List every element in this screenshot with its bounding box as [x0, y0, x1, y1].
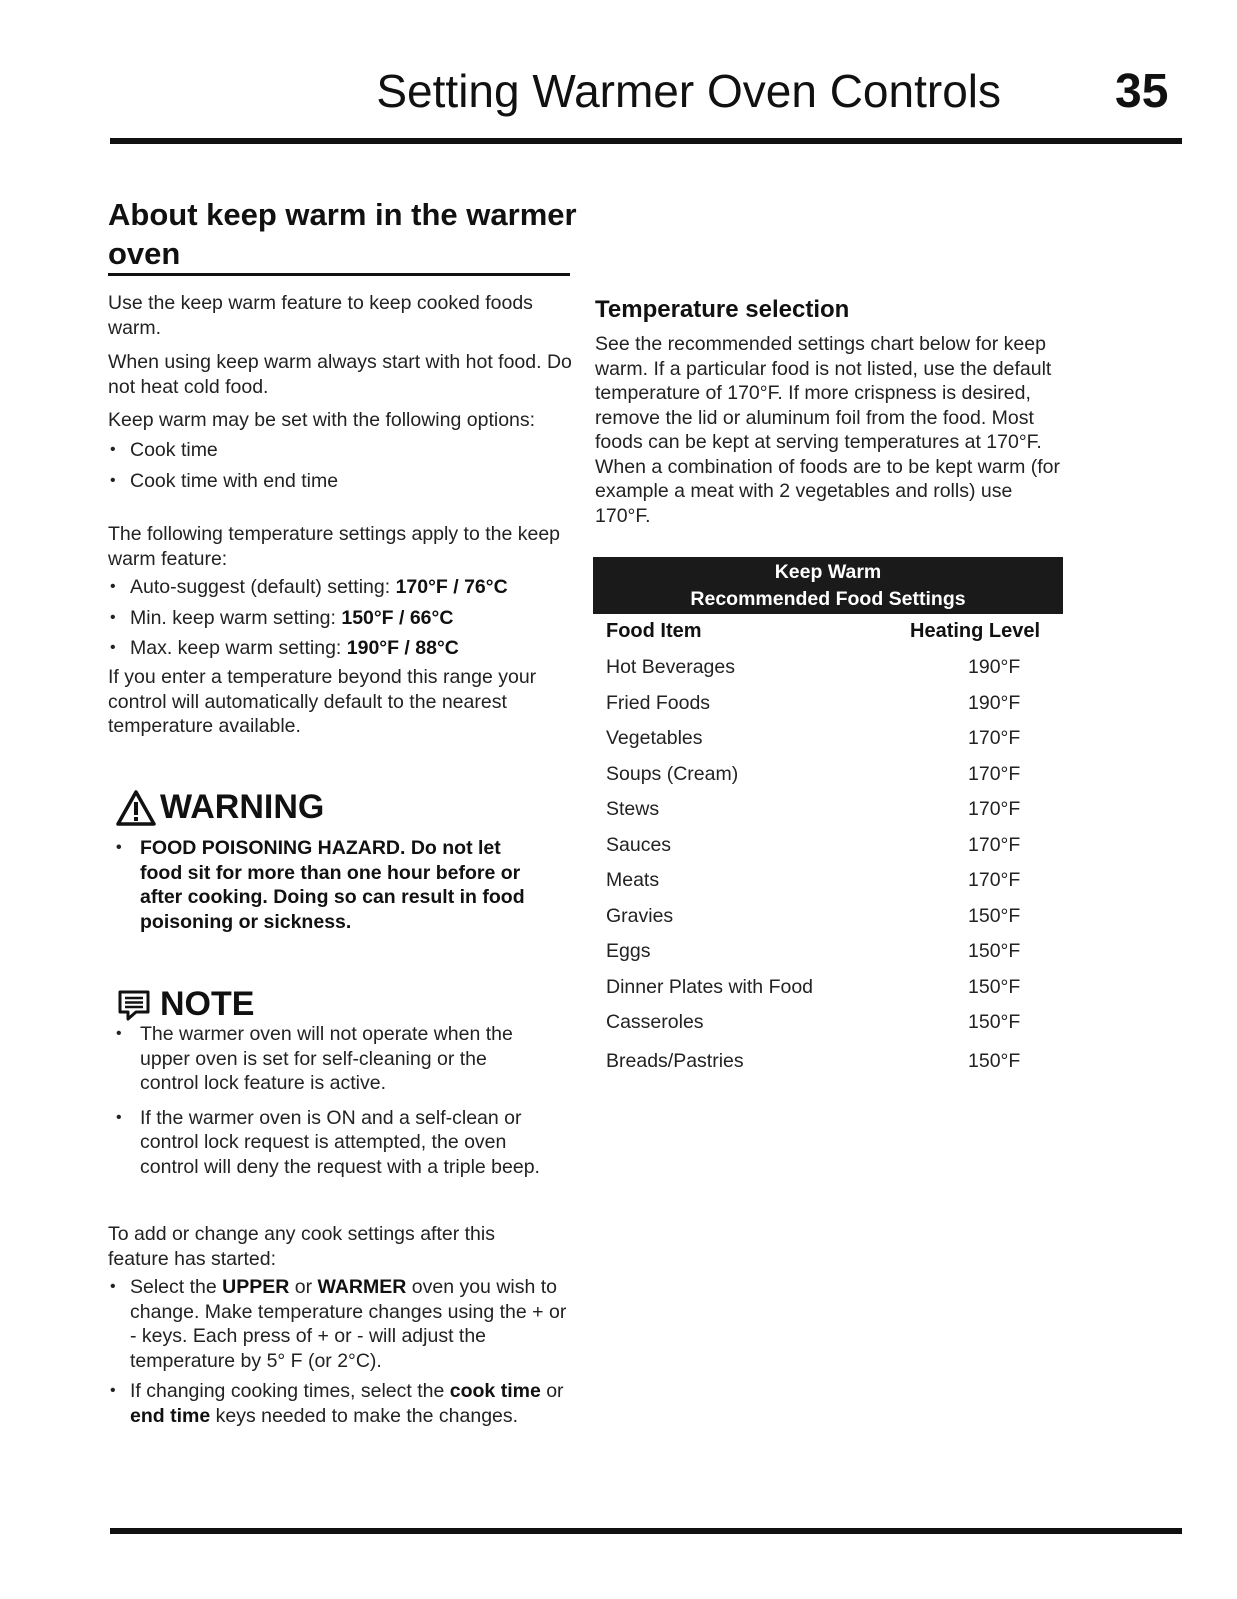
- warning-item: • FOOD POISONING HAZARD. Do not let food sit for more than one hour before or after cooking. Doing so can result in food poisoning or sickness.: [108, 836, 548, 934]
- header-rule: [110, 138, 1182, 144]
- change-list: [108, 1275, 578, 1428]
- table-row: [606, 905, 1046, 941]
- heating-level: 170°F: [968, 727, 1021, 749]
- note-list: [108, 1022, 548, 1179]
- item-text: or: [540, 1380, 564, 1402]
- heating-level: 170°F: [968, 798, 1021, 820]
- column-header-food: Food Item: [606, 620, 702, 642]
- list-item: [108, 575, 578, 600]
- food-item: Dinner Plates with Food: [606, 976, 814, 998]
- item-text: oven you wish to change. Make temperature changes using the + or - keys. Each press of + or - will adjust the temperature by 5° F (or 2°C).: [130, 1276, 567, 1372]
- item-text: If changing cooking times, select the: [130, 1380, 450, 1402]
- table-row: [606, 834, 1046, 870]
- table-row: [606, 1011, 1046, 1047]
- section-rule: [108, 273, 570, 276]
- list-item: • Cook time: [108, 438, 578, 463]
- table-row: [606, 727, 1046, 763]
- item-text: Select the: [130, 1276, 223, 1298]
- list-item: [108, 1275, 578, 1373]
- setting-label: Auto-suggest (default) setting:: [130, 576, 396, 598]
- paragraph: The following temperature settings apply to the keep warm feature:: [108, 523, 561, 570]
- paragraph: If you enter a temperature beyond this range your control will automatically default to the nearest temperature available.: [108, 666, 537, 737]
- food-item: Breads/Pastries: [606, 1050, 744, 1072]
- warning-triangle-icon: [116, 790, 156, 826]
- list-item: • Cook time with end time: [108, 469, 578, 494]
- table-row: [606, 656, 1046, 692]
- page-number: 35: [1115, 65, 1169, 118]
- key-name: cook time: [449, 1380, 541, 1402]
- setting-value: 150°F / 66°C: [341, 606, 454, 629]
- heating-level: 150°F: [968, 1011, 1021, 1033]
- food-item: Fried Foods: [606, 692, 711, 714]
- table-row: [606, 976, 1046, 1012]
- note-icon: [116, 988, 152, 1022]
- food-item: Hot Beverages: [606, 656, 735, 678]
- subsection-heading: Temperature selection: [595, 296, 850, 323]
- heating-level: 190°F: [968, 656, 1021, 678]
- heating-level: 150°F: [968, 940, 1021, 962]
- table-row: [606, 763, 1046, 799]
- food-item: Sauces: [606, 834, 672, 856]
- food-item: Gravies: [606, 905, 674, 927]
- page-title: Setting Warmer Oven Controls: [376, 65, 1001, 117]
- warning-heading: [116, 788, 324, 827]
- key-name: end time: [130, 1404, 211, 1427]
- heating-level: 150°F: [968, 905, 1021, 927]
- table-title: [593, 557, 1063, 614]
- heating-level: 170°F: [968, 834, 1021, 856]
- paragraph: Use the keep warm feature to keep cooked foods warm.: [108, 292, 533, 339]
- food-item: Casseroles: [606, 1011, 704, 1033]
- item-text: keys needed to make the changes.: [210, 1404, 519, 1427]
- setting-value: 170°F / 76°C: [395, 576, 508, 598]
- heating-level: 150°F: [968, 976, 1021, 998]
- paragraph: To add or change any cook settings after this feature has started:: [108, 1223, 495, 1270]
- note-item: • The warmer oven will not operate when the upper oven is set for self-cleaning or the control lock feature is active.: [108, 1022, 548, 1096]
- table-row: [606, 1050, 1046, 1086]
- section-heading: About keep warm in the warmer oven: [108, 197, 577, 271]
- heating-level: 170°F: [968, 763, 1021, 785]
- warning-title: WARNING: [160, 788, 325, 826]
- item-text: or: [289, 1276, 318, 1298]
- note-heading: [116, 985, 254, 1024]
- note-title: NOTE: [160, 985, 255, 1023]
- paragraph: See the recommended settings chart below for keep warm. If a particular food is not listed, use the default temperature of 170°F. If more crispness is desired, remove the lid or aluminum foil from the food. Most foods can be kept at serving temperatures at 170°F. When a combination of foods are to be kept warm (for example a meat with 2 vegetables and rolls) use 170°F.: [595, 333, 1060, 527]
- food-item: Meats: [606, 869, 660, 891]
- table-title-line: Recommended Food Settings: [690, 588, 966, 610]
- setting-value: 190°F / 88°C: [346, 637, 459, 659]
- heating-level: 150°F: [968, 1050, 1021, 1072]
- key-name: UPPER: [222, 1276, 290, 1298]
- note-item: • If the warmer oven is ON and a self-clean or control lock request is attempted, the oven control will deny the request with a triple beep.: [108, 1106, 548, 1180]
- table-row: [606, 692, 1046, 728]
- food-item: Soups (Cream): [606, 763, 739, 785]
- paragraph: Keep warm may be set with the following options:: [108, 409, 536, 431]
- table-title-line: Keep Warm: [774, 561, 882, 583]
- heating-level: 190°F: [968, 692, 1021, 714]
- food-item: Eggs: [606, 940, 651, 962]
- warning-list: [108, 836, 548, 934]
- table-row: [606, 869, 1046, 905]
- settings-list: [108, 575, 578, 661]
- key-name: WARMER: [317, 1276, 407, 1298]
- paragraph: When using keep warm always start with hot food. Do not heat cold food.: [108, 351, 572, 398]
- options-list: [108, 438, 578, 493]
- table-row: [606, 798, 1046, 834]
- footer-rule: [110, 1528, 1182, 1534]
- list-item: [108, 1379, 578, 1428]
- table-row: [606, 940, 1046, 976]
- setting-label: Min. keep warm setting:: [130, 606, 342, 629]
- column-header-level: Heating Level: [910, 620, 1041, 642]
- food-item: Vegetables: [606, 727, 703, 749]
- setting-label: Max. keep warm setting:: [130, 637, 347, 659]
- food-item: Stews: [606, 798, 660, 820]
- list-item: [108, 606, 578, 631]
- list-item: [108, 636, 578, 661]
- heating-level: 170°F: [968, 869, 1021, 891]
